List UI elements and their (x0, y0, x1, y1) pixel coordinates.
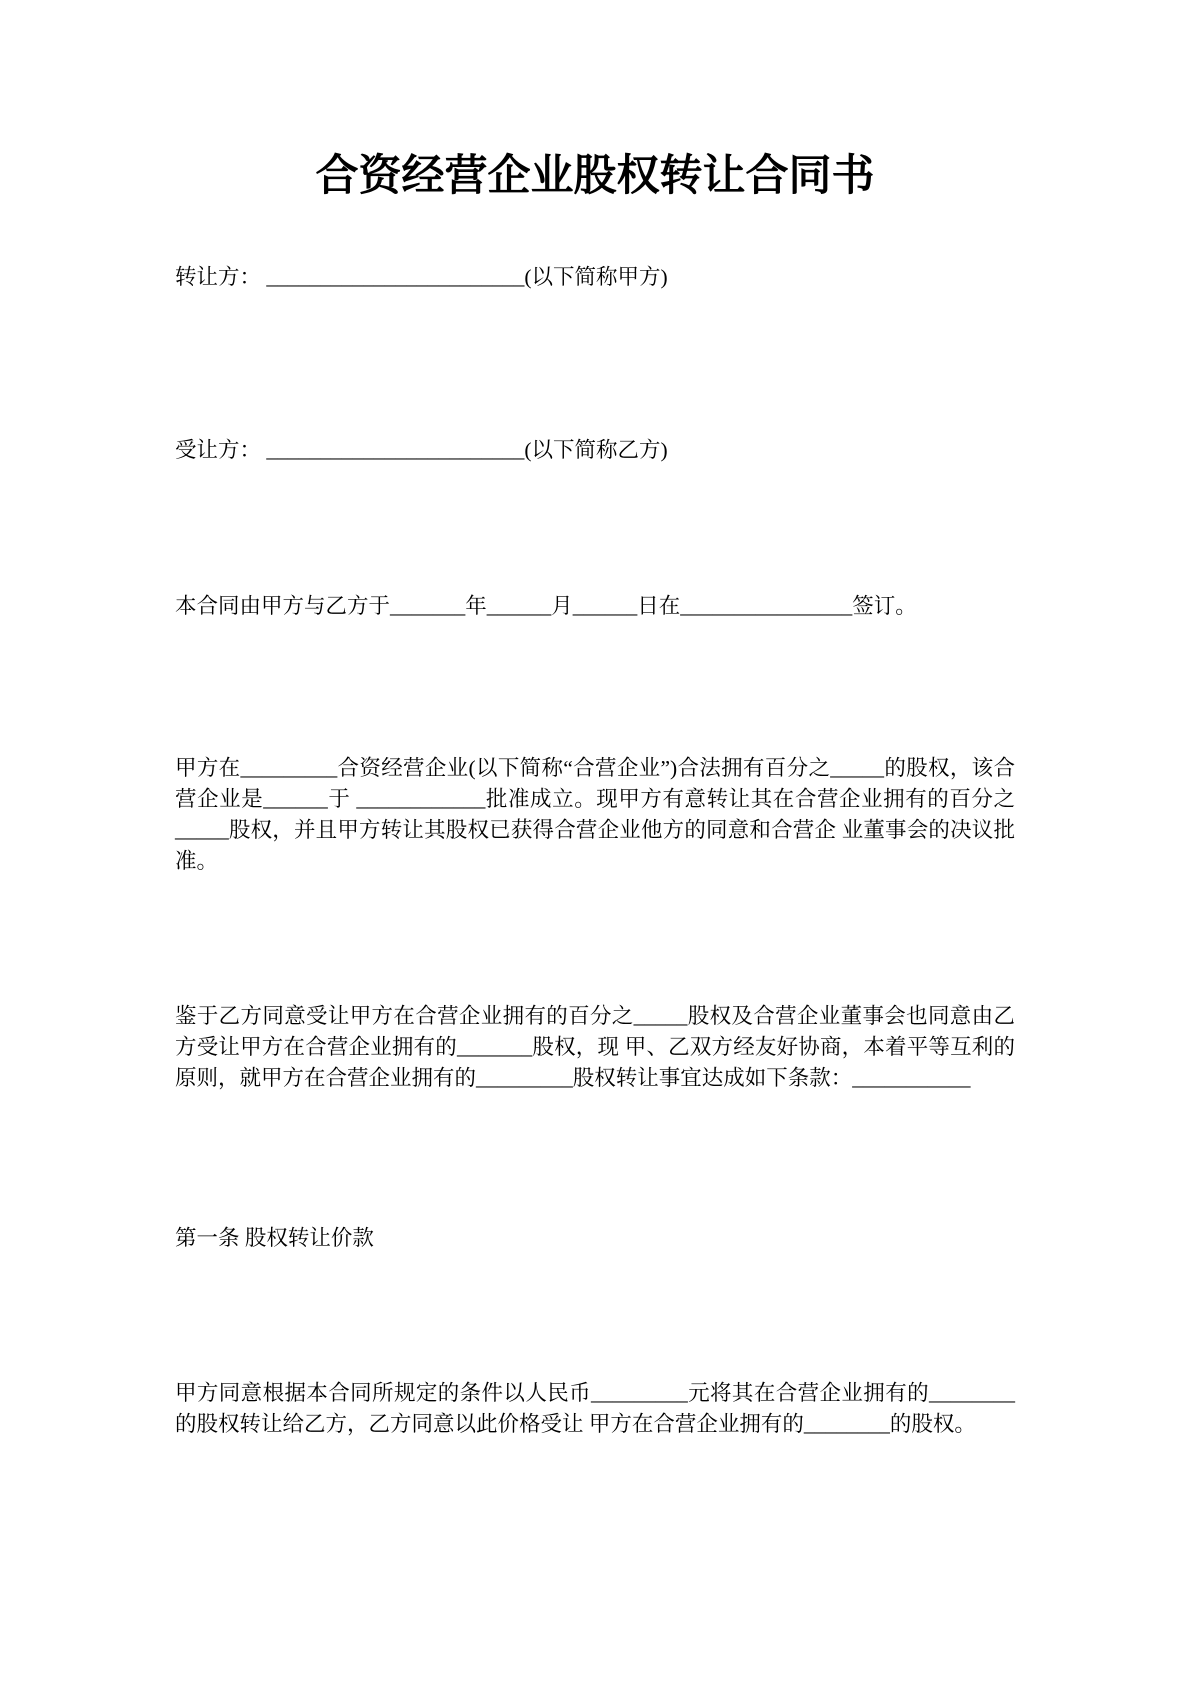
document-title: 合资经营企业股权转让合同书 (315, 153, 875, 200)
paragraph-whereas: 鉴于乙方同意受让甲方在合营企业拥有的百分之_____股权及合营企业董事会也同意由乙方受让甲方在合营企业拥有的_______股权，现 甲、乙双方经友好协商，本着平等互利的原则，就甲方在合营企业拥有的_________股权转让事宜达成如下条款：___________ (175, 1004, 1015, 1090)
paragraph-transferee: 受让方： ________________________(以下简称乙方) (175, 438, 668, 462)
article-1-heading: 第一条 股权转让价款 (175, 1226, 374, 1250)
article-1-body: 甲方同意根据本合同所规定的条件以人民币_________元将其在合营企业拥有的________的股权转让给乙方，乙方同意以此价格受让 甲方在合营企业拥有的________的股权。 (175, 1381, 1015, 1436)
paragraph-signing-line: 本合同由甲方与乙方于_______年______月______日在________________签订。 (175, 594, 917, 618)
paragraph-transferor: 转让方： ________________________(以下简称甲方) (175, 265, 668, 289)
paragraph-party-a-equity: 甲方在_________合资经营企业(以下简称“合营企业”)合法拥有百分之_____的股权，该合营企业是______于 ____________批准成立。现甲方有意转让其在合营企业拥有的百分之_____股权，并且甲方转让其股权已获得合营企业他方的同意和合营企 业董事会的决议批准。 (175, 756, 1015, 873)
